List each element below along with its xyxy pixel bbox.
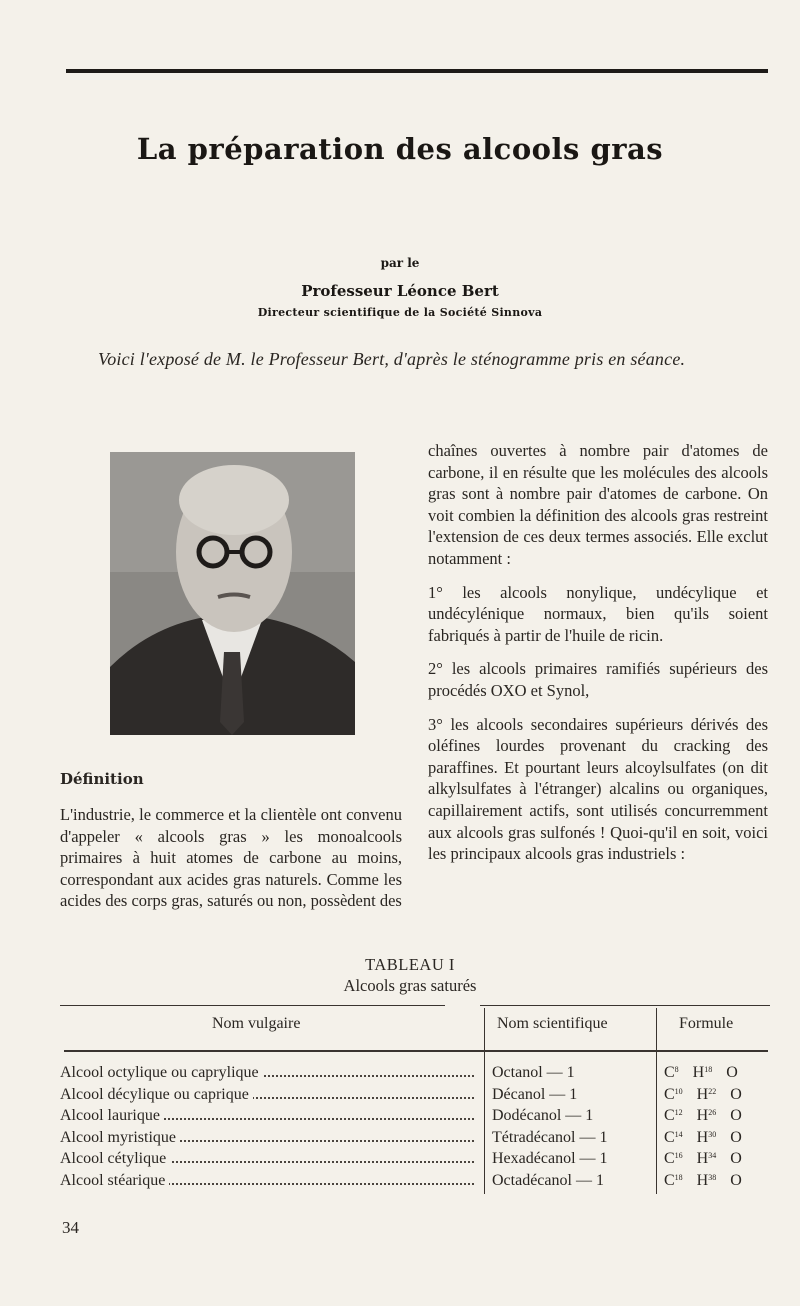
formula-index: 14 <box>674 1129 683 1139</box>
cell-scientifique: Hexadécanol — 1 <box>492 1150 608 1168</box>
cell-vulgaire: Alcool décylique ou caprique <box>60 1086 253 1103</box>
formula-atom: H <box>696 1085 709 1103</box>
table-rule <box>60 1005 445 1006</box>
table-rule <box>480 1005 770 1006</box>
formula-atom: H <box>696 1150 709 1168</box>
formula-index: 10 <box>674 1086 683 1096</box>
cell-vulgaire: Alcool octylique ou caprylique <box>60 1064 263 1081</box>
table-row <box>60 1150 770 1172</box>
cell-vulgaire: Alcool myristique <box>60 1129 180 1146</box>
cell-scientifique: Tétradécanol — 1 <box>492 1128 608 1146</box>
formula-index: 12 <box>674 1108 683 1118</box>
cell-scientifique: Octanol — 1 <box>492 1064 575 1081</box>
table-header-formule: Formule <box>679 1015 734 1032</box>
section-heading: Définition <box>60 770 144 788</box>
formula-index: 22 <box>708 1086 717 1096</box>
formula-index: 16 <box>674 1151 683 1161</box>
top-rule <box>66 69 768 73</box>
formula-atom: C <box>664 1128 675 1146</box>
table-header-scientifique: Nom scientifique <box>497 1015 608 1032</box>
paragraph: chaînes ouvertes à nombre pair d'atomes de carbone, il en résulte que les molécules des alcools gras sont à nombre pair d'atomes de carbone. On voit combien la définition des alcools gras restreint l'extension de ces deux termes associés. Elle exclut notamment : <box>428 441 768 568</box>
formula-index: 8 <box>674 1065 679 1074</box>
cell-formule <box>664 1107 742 1125</box>
formula-atom: C <box>664 1064 675 1081</box>
table-row <box>60 1172 770 1194</box>
formula-index: 26 <box>708 1108 717 1118</box>
cell-formule <box>664 1172 742 1190</box>
formula-atom: H <box>696 1172 709 1189</box>
formula-atom: H <box>696 1128 709 1146</box>
table-row <box>60 1129 770 1151</box>
formula-atom: H <box>696 1107 709 1125</box>
table-row <box>60 1064 770 1086</box>
formula-index: 18 <box>674 1173 683 1182</box>
byline-par: par le <box>380 256 420 270</box>
right-column <box>428 440 768 877</box>
formula-index: 18 <box>704 1065 713 1074</box>
cell-scientifique: Dodécanol — 1 <box>492 1107 594 1125</box>
table-rule <box>64 1050 768 1052</box>
formula-atom: C <box>664 1150 675 1168</box>
table-row <box>60 1107 770 1129</box>
formula-atom: O <box>730 1085 742 1103</box>
formula-atom: O <box>730 1150 742 1168</box>
article-title: La préparation des alcools gras <box>136 132 664 166</box>
cell-vulgaire: Alcool stéarique <box>60 1172 169 1189</box>
cell-vulgaire: Alcool laurique <box>60 1107 164 1124</box>
cell-formule <box>664 1150 742 1168</box>
paragraph: 2° les alcools primaires ramifiés supérieurs des procédés OXO et Synol, <box>428 659 768 700</box>
table-row <box>60 1086 770 1108</box>
paragraph: 3° les alcools secondaires supérieurs dérivés des oléfines lourdes provenant du cracking des paraffines. Et pourtant leurs alcoylsulfates (on dit alkylsulfates à l'étranger) alcalins ou organiques, capillairement actifs, sont utilisés concurremment aux alcools gras sulfonés ! Quoi-qu'il en soit, voici les principaux alcools gras industriels : <box>428 714 768 864</box>
intro-text: Voici l'exposé de M. le Professeur Bert, d'après le sténogramme pris en séance. <box>98 349 686 369</box>
author-affiliation: Directeur scientifique de la Société Sinnova <box>257 306 543 319</box>
formula-atom: O <box>730 1172 742 1189</box>
page-number: 34 <box>62 1218 79 1237</box>
formula-atom: H <box>692 1064 705 1081</box>
formula-atom: C <box>664 1085 675 1103</box>
table-header-vulgaire: Nom vulgaire <box>212 1015 301 1032</box>
cell-vulgaire: Alcool cétylique <box>60 1150 170 1167</box>
cell-formule <box>664 1086 742 1104</box>
cell-formule <box>664 1129 742 1147</box>
formula-index: 38 <box>708 1173 717 1182</box>
cell-scientifique: Décanol — 1 <box>492 1085 578 1103</box>
cell-scientifique: Octadécanol — 1 <box>492 1172 604 1189</box>
author-name: Professeur Léonce Bert <box>301 282 499 300</box>
formula-index: 30 <box>708 1129 717 1139</box>
formula-atom: C <box>664 1172 675 1189</box>
formula-atom: O <box>730 1107 742 1125</box>
formula-index: 34 <box>708 1151 717 1161</box>
author-portrait <box>110 452 355 735</box>
paragraph: L'industrie, le commerce et la clientèle ont convenu d'appeler « alcools gras » les monoalcools primaires à huit atomes de carbone au moins, correspondant aux acides gras naturels. Comme les acides des corps gras, saturés ou non, possèdent des <box>60 805 402 911</box>
formula-atom: O <box>730 1128 742 1146</box>
paragraph: 1° les alcools nonylique, undécylique et undécylénique normaux, bien qu'ils soient fabriqués à partir de l'huile de ricin. <box>428 582 768 645</box>
formula-atom: C <box>664 1107 675 1125</box>
table-title: TABLEAU I <box>365 955 455 974</box>
left-column <box>60 804 402 912</box>
cell-formule <box>664 1064 738 1082</box>
table-subtitle: Alcools gras saturés <box>343 976 477 995</box>
formula-atom: O <box>726 1064 738 1081</box>
